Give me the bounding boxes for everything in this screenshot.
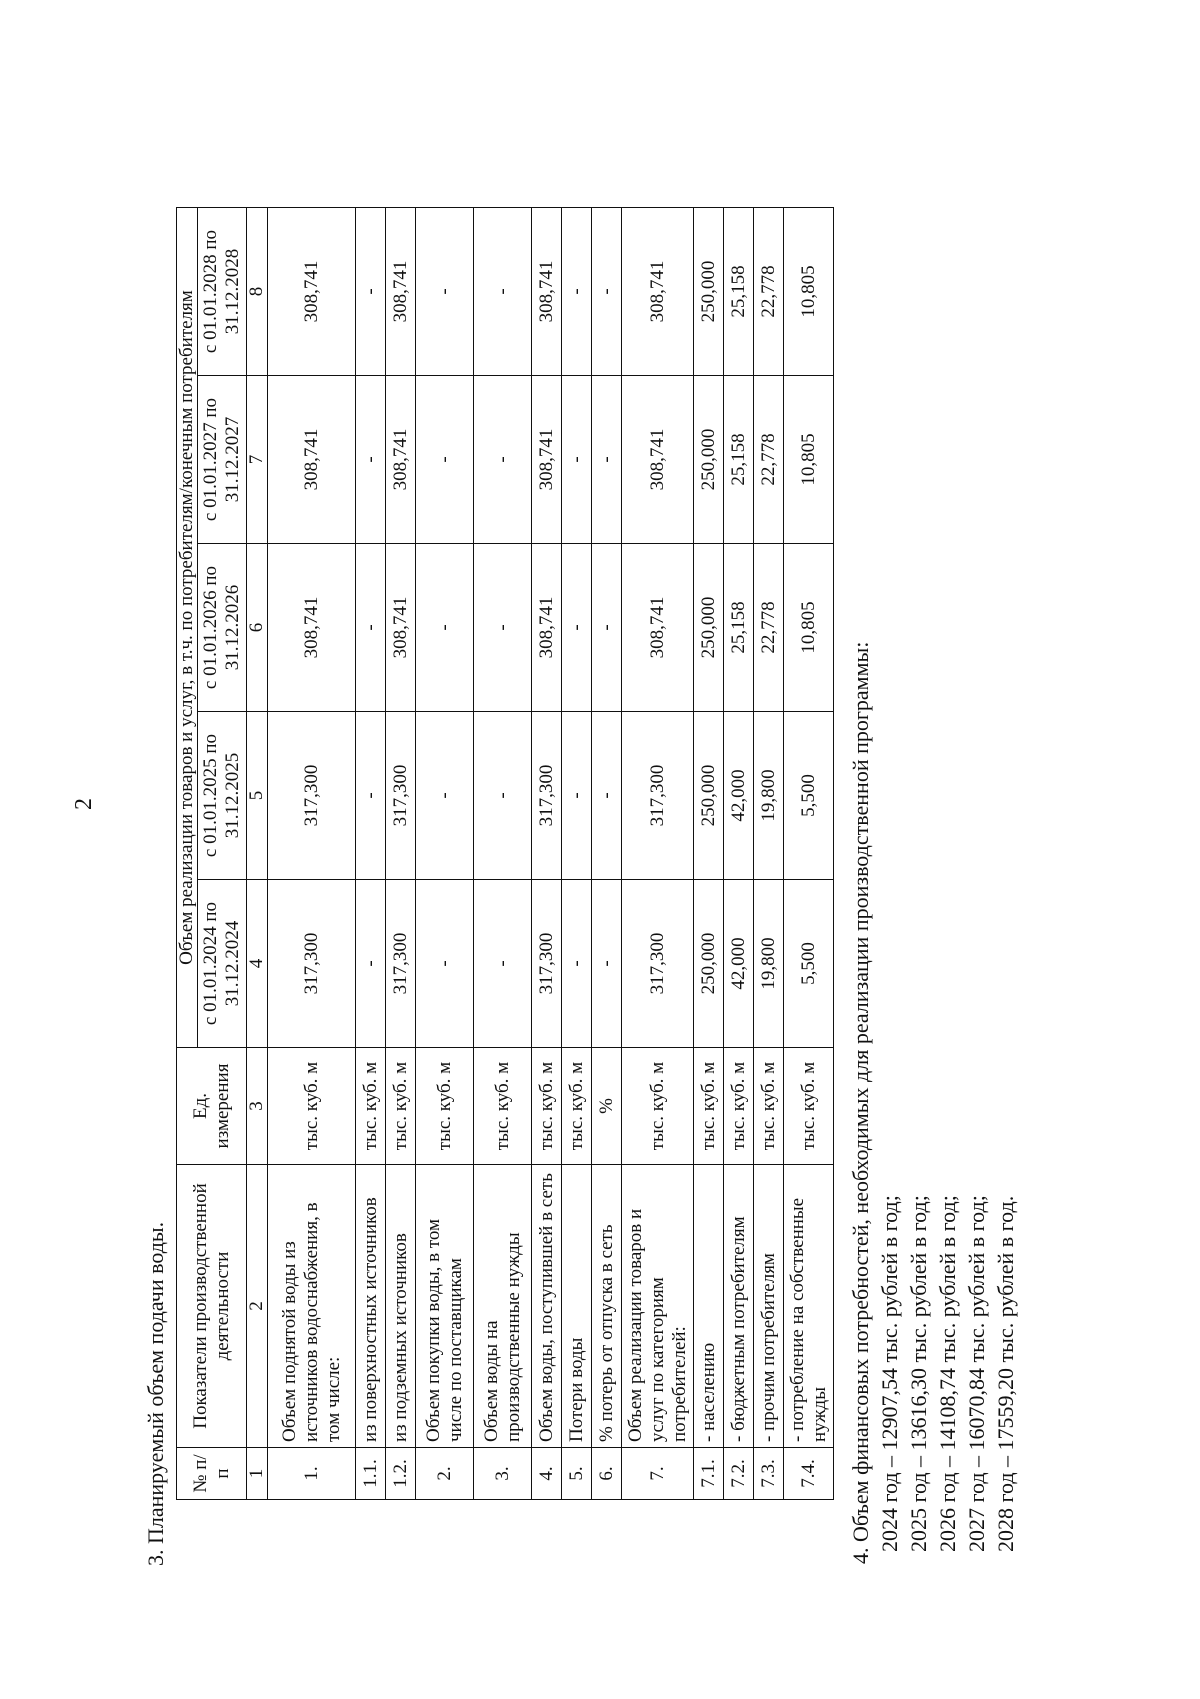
row-indicator: - прочим потребителям (754, 1165, 784, 1448)
row-value: - (416, 208, 474, 376)
row-value: - (416, 544, 474, 712)
row-number: 7.2. (724, 1448, 754, 1500)
row-value: 19,800 (754, 712, 784, 880)
table-row (386, 208, 416, 1500)
row-value: - (474, 712, 532, 880)
header-group: Объем реализации товаров и услуг, в т.ч. по потребителям/конечным потребителям (177, 208, 198, 1048)
row-value: 317,300 (622, 880, 694, 1048)
row-value: 317,300 (532, 712, 562, 880)
row-value: 25,158 (724, 376, 754, 544)
row-value: - (356, 208, 386, 376)
page-number: 2 (71, 798, 97, 810)
row-unit: тыс. куб. м (724, 1048, 754, 1165)
table-row (622, 208, 694, 1500)
row-indicator: - населению (694, 1165, 724, 1448)
header-period: с 01.01.2025 по 31.12.2025 (198, 712, 247, 880)
row-value: - (474, 208, 532, 376)
row-unit: тыс. куб. м (386, 1048, 416, 1165)
finance-line: 2026 год – 14108,74 тыс. рублей в год; (935, 1195, 960, 1552)
row-indicator: из поверхностных источников (356, 1165, 386, 1448)
column-number-row (247, 208, 268, 1500)
row-unit: тыс. куб. м (622, 1048, 694, 1165)
row-number: 3. (474, 1448, 532, 1500)
row-number: 1. (268, 1448, 356, 1500)
row-value: 308,741 (622, 208, 694, 376)
row-value: - (592, 376, 622, 544)
row-value: 308,741 (532, 376, 562, 544)
header-period: с 01.01.2024 по 31.12.2024 (198, 880, 247, 1048)
row-number: 7.4. (784, 1448, 834, 1500)
water-supply-table (176, 207, 834, 1500)
row-unit: тыс. куб. м (268, 1048, 356, 1165)
row-value: - (474, 544, 532, 712)
row-indicator: % потерь от отпуска в сеть (592, 1165, 622, 1448)
row-value: 25,158 (724, 544, 754, 712)
rotated-content (140, 40, 1100, 1580)
column-number: 1 (247, 1448, 268, 1500)
row-value: 308,741 (268, 544, 356, 712)
row-number: 7. (622, 1448, 694, 1500)
row-value: 42,000 (724, 712, 754, 880)
row-number: 1.1. (356, 1448, 386, 1500)
row-value: 22,778 (754, 544, 784, 712)
row-value: - (356, 880, 386, 1048)
row-value: 42,000 (724, 880, 754, 1048)
row-indicator: Потери воды (562, 1165, 592, 1448)
row-value: - (416, 712, 474, 880)
table-row (754, 208, 784, 1500)
row-value: - (474, 880, 532, 1048)
column-number: 8 (247, 208, 268, 376)
row-value: - (562, 376, 592, 544)
row-value: - (416, 880, 474, 1048)
row-value: 19,800 (754, 880, 784, 1048)
row-value: 317,300 (268, 880, 356, 1048)
row-value: 317,300 (386, 880, 416, 1048)
row-value: 317,300 (268, 712, 356, 880)
row-value: - (562, 880, 592, 1048)
row-value: - (592, 208, 622, 376)
row-value: - (356, 712, 386, 880)
row-number: 4. (532, 1448, 562, 1500)
row-value: 308,741 (622, 544, 694, 712)
row-number: 7.3. (754, 1448, 784, 1500)
row-unit: тыс. куб. м (416, 1048, 474, 1165)
finance-line: 2025 год – 13616,30 тыс. рублей в год; (906, 1195, 931, 1552)
finance-line: 2027 год – 16070,84 тыс. рублей в год; (964, 1195, 989, 1552)
row-number: 6. (592, 1448, 622, 1500)
row-number: 5. (562, 1448, 592, 1500)
row-number: 7.1. (694, 1448, 724, 1500)
row-unit: тыс. куб. м (562, 1048, 592, 1165)
row-value: - (356, 544, 386, 712)
row-value: - (592, 712, 622, 880)
table-row (724, 208, 754, 1500)
row-indicator: из подземных источников (386, 1165, 416, 1448)
table-row (784, 208, 834, 1500)
row-indicator: Объем поднятой воды из источников водоснабжения, в том числе: (268, 1165, 356, 1448)
row-indicator: Объем воды на производственные нужды (474, 1165, 532, 1448)
header-indicator: Показатели производственной деятельности (177, 1165, 247, 1448)
row-indicator: - потребление на собственные нужды (784, 1165, 834, 1448)
table-row (416, 208, 474, 1500)
row-value: 317,300 (622, 712, 694, 880)
row-indicator: - бюджетным потребителям (724, 1165, 754, 1448)
row-value: 25,158 (724, 208, 754, 376)
row-unit: тыс. куб. м (784, 1048, 834, 1165)
row-unit: тыс. куб. м (532, 1048, 562, 1165)
row-unit: тыс. куб. м (754, 1048, 784, 1165)
header-num: № п/п (177, 1448, 247, 1500)
column-number: 2 (247, 1165, 268, 1448)
column-number: 4 (247, 880, 268, 1048)
header-period: с 01.01.2026 по 31.12.2026 (198, 544, 247, 712)
row-value: 308,741 (268, 376, 356, 544)
row-value: 308,741 (386, 376, 416, 544)
row-value: - (474, 376, 532, 544)
row-value: 250,000 (694, 376, 724, 544)
row-unit: % (592, 1048, 622, 1165)
row-indicator: Объем покупки воды, в том числе по поставщикам (416, 1165, 474, 1448)
row-value: 22,778 (754, 376, 784, 544)
column-number: 5 (247, 712, 268, 880)
finance-line: 2028 год – 17559,20 тыс. рублей в год. (993, 1195, 1018, 1552)
row-value: - (562, 712, 592, 880)
row-value: 308,741 (532, 208, 562, 376)
row-value: - (592, 544, 622, 712)
section-3-title: 3. Планируемый объем подачи воды. (143, 1221, 168, 1566)
row-indicator: Объем реализации товаров и услуг по категориям потребителей: (622, 1165, 694, 1448)
row-value: - (562, 208, 592, 376)
row-number: 2. (416, 1448, 474, 1500)
row-value: 5,500 (784, 880, 834, 1048)
row-value: 308,741 (386, 544, 416, 712)
row-value: 308,741 (622, 376, 694, 544)
table-row (356, 208, 386, 1500)
row-value: 10,805 (784, 544, 834, 712)
row-value: 10,805 (784, 376, 834, 544)
row-value: - (356, 376, 386, 544)
row-value: 250,000 (694, 712, 724, 880)
row-value: - (592, 880, 622, 1048)
row-unit: тыс. куб. м (694, 1048, 724, 1165)
row-indicator: Объем воды, поступившей в сеть (532, 1165, 562, 1448)
finance-line: 2024 год – 12907,54 тыс. рублей в год; (877, 1195, 902, 1552)
table-header-row (177, 208, 198, 1500)
row-unit: тыс. куб. м (356, 1048, 386, 1165)
row-value: 308,741 (268, 208, 356, 376)
row-number: 1.2. (386, 1448, 416, 1500)
row-value: - (416, 376, 474, 544)
row-value: 10,805 (784, 208, 834, 376)
table-row (592, 208, 622, 1500)
table-row (562, 208, 592, 1500)
table-row (474, 208, 532, 1500)
row-value: 250,000 (694, 880, 724, 1048)
row-value: 317,300 (386, 712, 416, 880)
header-unit: Ед. измерения (177, 1048, 247, 1165)
row-value: 5,500 (784, 712, 834, 880)
row-value: 250,000 (694, 544, 724, 712)
column-number: 7 (247, 376, 268, 544)
table-row (694, 208, 724, 1500)
table-row (268, 208, 356, 1500)
row-value: 22,778 (754, 208, 784, 376)
row-value: 308,741 (386, 208, 416, 376)
row-value: 317,300 (532, 880, 562, 1048)
section-4 (846, 642, 1020, 1564)
column-number: 6 (247, 544, 268, 712)
column-number: 3 (247, 1048, 268, 1165)
row-unit: тыс. куб. м (474, 1048, 532, 1165)
header-period: с 01.01.2027 по 31.12.2027 (198, 376, 247, 544)
row-value: 250,000 (694, 208, 724, 376)
header-period: с 01.01.2028 по 31.12.2028 (198, 208, 247, 376)
section-4-title: 4. Объем финансовых потребностей, необходимых для реализации производственной программы: (848, 641, 873, 1564)
table-row (532, 208, 562, 1500)
row-value: - (562, 544, 592, 712)
row-value: 308,741 (532, 544, 562, 712)
